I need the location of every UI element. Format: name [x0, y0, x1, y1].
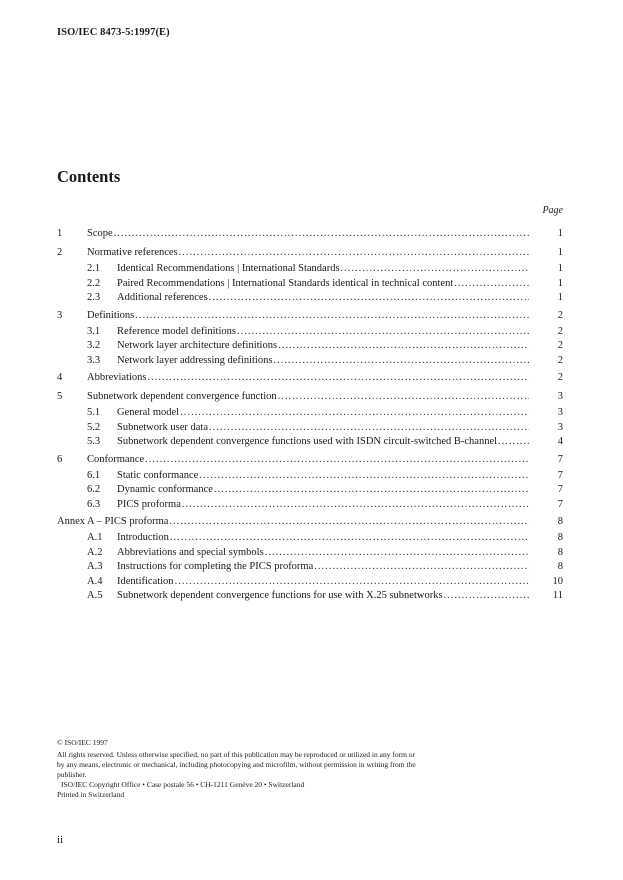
toc-entry[interactable]	[57, 435, 563, 450]
toc-entry-page: 3	[557, 421, 563, 433]
toc-entry-title: Abbreviations and special symbols	[117, 546, 264, 558]
toc-entry-number: 3.3	[87, 354, 101, 366]
toc-entry-title-wrap	[117, 483, 529, 498]
toc-entry-number: A.1	[87, 532, 103, 543]
toc-entry-page: 4	[557, 436, 563, 447]
rights-statement: All rights reserved. Unless otherwise specified, no part of this publication may be reproduced or utilized in any form or by any means, electronic or mechanical, including photocopying and microfilm, without permission in writing from the publisher.	[57, 750, 416, 779]
toc-entry-title: Network layer architecture definitions	[117, 340, 278, 351]
dot-leader	[273, 354, 529, 369]
toc-entry-title-wrap	[87, 390, 529, 405]
toc-entry-title-wrap	[117, 589, 529, 604]
toc-entry-number: 3	[57, 309, 63, 321]
toc-entry-page: 1	[557, 277, 563, 289]
toc-entry-title-wrap	[117, 421, 529, 436]
toc-entry-page: 8	[557, 561, 563, 572]
toc-entry-number: 4	[57, 372, 63, 383]
toc-entry-title-wrap	[117, 262, 529, 277]
toc-entry-page: 8	[557, 532, 563, 543]
dot-leader	[179, 246, 529, 261]
copyright-line: © ISO/IEC 1997	[57, 738, 108, 747]
toc-entry-title: Definitions	[87, 309, 135, 321]
toc-entry-title: Normative references	[87, 247, 178, 258]
toc-entry-page: 3	[557, 391, 563, 402]
toc-entry-number: 5.3	[87, 436, 101, 447]
toc-entry-page: 2	[557, 372, 563, 383]
toc-entry-title-wrap	[117, 531, 529, 546]
toc-entry-title-wrap	[117, 406, 529, 421]
page-column-label: Page	[542, 205, 563, 216]
toc-entry[interactable]	[57, 531, 563, 546]
toc-entry[interactable]	[57, 339, 563, 354]
toc-entry-number: A.3	[87, 561, 103, 572]
toc-entry-title-wrap	[117, 291, 529, 306]
toc-entry-number: A.5	[87, 590, 103, 601]
toc-entry-number: 2.1	[87, 263, 101, 274]
dot-leader	[180, 406, 529, 421]
dot-leader	[148, 371, 530, 386]
toc-entry[interactable]	[57, 560, 563, 575]
toc-entry-title-wrap	[117, 354, 529, 369]
toc-entry-title: Scope	[87, 228, 113, 239]
toc-entry-page: 8	[557, 516, 563, 527]
dot-leader	[135, 309, 529, 324]
toc-entry-title-wrap	[57, 515, 529, 530]
toc-entry-page: 7	[557, 469, 563, 481]
toc-entry-title: PICS proforma	[117, 498, 181, 510]
dot-leader	[199, 469, 529, 484]
toc-entry[interactable]	[57, 453, 563, 469]
toc-entry-title: Network layer addressing definitions	[117, 354, 273, 366]
toc-entry[interactable]	[57, 515, 563, 531]
toc-entry-title: Subnetwork user data	[117, 421, 208, 433]
toc-entry-title: Dynamic conformance	[117, 484, 213, 495]
toc-entry-title: Instructions for completing the PICS proforma	[117, 561, 314, 572]
toc-entry-number: 5	[57, 391, 63, 402]
toc-entry-number: 6	[57, 453, 63, 465]
table-of-contents	[57, 227, 563, 604]
dot-leader	[237, 325, 529, 340]
toc-entry-number: 3.2	[87, 340, 101, 351]
toc-entry[interactable]	[57, 421, 563, 436]
dot-leader	[214, 483, 529, 498]
document-id: ISO/IEC 8473-5:1997(E)	[57, 27, 170, 38]
toc-entry-number: 5.2	[87, 421, 101, 433]
dot-leader	[145, 453, 529, 468]
toc-entry-number: A.4	[87, 575, 103, 587]
toc-entry-page: 3	[557, 407, 563, 418]
toc-entry[interactable]	[57, 390, 563, 406]
dot-leader	[498, 435, 529, 450]
toc-entry-page: 2	[557, 309, 563, 321]
toc-entry-number: 1	[57, 228, 63, 239]
toc-entry-page: 7	[557, 498, 563, 510]
toc-entry-title: Subnetwork dependent convergence functions for use with X.25 subnetworks	[117, 590, 443, 601]
dot-leader	[170, 531, 529, 546]
dot-leader	[169, 515, 529, 530]
toc-entry-number: 2	[57, 247, 63, 258]
toc-entry-title-wrap	[117, 498, 529, 513]
toc-entry-title: Introduction	[117, 532, 169, 543]
dot-leader	[182, 498, 529, 513]
toc-entry-title-wrap	[87, 227, 529, 242]
toc-entry-title: Paired Recommendations | International Standards identical in technical content	[117, 277, 454, 289]
toc-entry-number: 6.2	[87, 484, 101, 495]
toc-entry-page: 2	[557, 354, 563, 366]
dot-leader	[314, 560, 529, 575]
toc-entry[interactable]	[57, 262, 563, 277]
toc-entry[interactable]	[57, 354, 563, 369]
page-number: ii	[57, 834, 64, 846]
toc-entry[interactable]	[57, 246, 563, 262]
toc-entry-page: 7	[557, 453, 563, 465]
toc-entry-title: Annex A – PICS proforma	[57, 516, 169, 527]
dot-leader	[265, 546, 529, 561]
dot-leader	[341, 262, 529, 277]
toc-entry-title: Conformance	[87, 453, 145, 465]
toc-entry-title-wrap	[87, 371, 529, 386]
dot-leader	[278, 339, 529, 354]
toc-entry-title: Subnetwork dependent convergence function	[87, 391, 277, 402]
toc-entry-number: 2.3	[87, 292, 101, 303]
toc-entry-title: Abbreviations	[87, 372, 147, 383]
toc-entry-title: Identification	[117, 575, 174, 587]
toc-entry-title: Identical Recommendations | International Standards	[117, 263, 340, 274]
copyright-office-address: ISO/IEC Copyright Office • Case postale 56 • CH-1211 Genève 20 • Switzerland	[61, 780, 305, 789]
toc-entry-title-wrap	[117, 469, 529, 484]
dot-leader	[454, 277, 529, 292]
toc-entry[interactable]	[57, 325, 563, 340]
toc-entry-page: 10	[552, 575, 563, 587]
toc-entry-title: General model	[117, 407, 180, 418]
toc-entry-title-wrap	[117, 277, 529, 292]
toc-entry-title: Static conformance	[117, 469, 199, 481]
toc-entry-title-wrap	[87, 246, 529, 261]
page-title: Contents	[57, 167, 121, 186]
toc-entry[interactable]	[57, 483, 563, 498]
toc-entry-number: 3.1	[87, 325, 101, 337]
toc-entry-title-wrap	[117, 325, 529, 340]
toc-entry-title-wrap	[117, 560, 529, 575]
toc-entry-title-wrap	[117, 435, 529, 450]
toc-entry-page: 2	[557, 325, 563, 337]
toc-entry[interactable]	[57, 406, 563, 421]
toc-entry-title: Reference model definitions	[117, 325, 236, 337]
toc-entry-number: 6.3	[87, 498, 101, 510]
toc-entry-page: 11	[552, 590, 563, 601]
toc-entry-title: Additional references	[117, 292, 208, 303]
toc-entry-page: 1	[557, 263, 563, 274]
toc-entry-number: 5.1	[87, 407, 101, 418]
toc-entry-page: 8	[557, 546, 563, 558]
toc-entry-page: 1	[557, 247, 563, 258]
toc-entry[interactable]	[57, 589, 563, 604]
toc-entry[interactable]	[57, 575, 563, 590]
toc-entry-title-wrap	[87, 309, 529, 324]
dot-leader	[444, 589, 529, 604]
dot-leader	[209, 421, 529, 436]
copyright-notice	[57, 738, 417, 800]
toc-entry[interactable]	[57, 546, 563, 561]
toc-entry[interactable]	[57, 309, 563, 325]
dot-leader	[114, 227, 529, 242]
toc-entry-page: 1	[557, 228, 563, 239]
toc-entry-page: 1	[557, 292, 563, 303]
printed-in: Printed in Switzerland	[57, 790, 125, 799]
dot-leader	[278, 390, 529, 405]
toc-entry-title-wrap	[87, 453, 529, 468]
toc-entry[interactable]	[57, 498, 563, 513]
dot-leader	[175, 575, 529, 590]
toc-entry[interactable]	[57, 291, 563, 306]
toc-entry[interactable]	[57, 227, 563, 243]
toc-entry-page: 2	[557, 340, 563, 351]
toc-entry[interactable]	[57, 469, 563, 484]
toc-entry-title-wrap	[117, 575, 529, 590]
toc-entry-number: 2.2	[87, 277, 101, 289]
toc-entry-number: 6.1	[87, 469, 101, 481]
toc-entry-number: A.2	[87, 546, 103, 558]
toc-entry-title-wrap	[117, 546, 529, 561]
toc-entry[interactable]	[57, 277, 563, 292]
toc-entry[interactable]	[57, 371, 563, 387]
toc-entry-title-wrap	[117, 339, 529, 354]
toc-entry-page: 7	[557, 484, 563, 495]
toc-entry-title: Subnetwork dependent convergence functions used with ISDN circuit-switched B-channel	[117, 436, 498, 447]
dot-leader	[209, 291, 529, 306]
